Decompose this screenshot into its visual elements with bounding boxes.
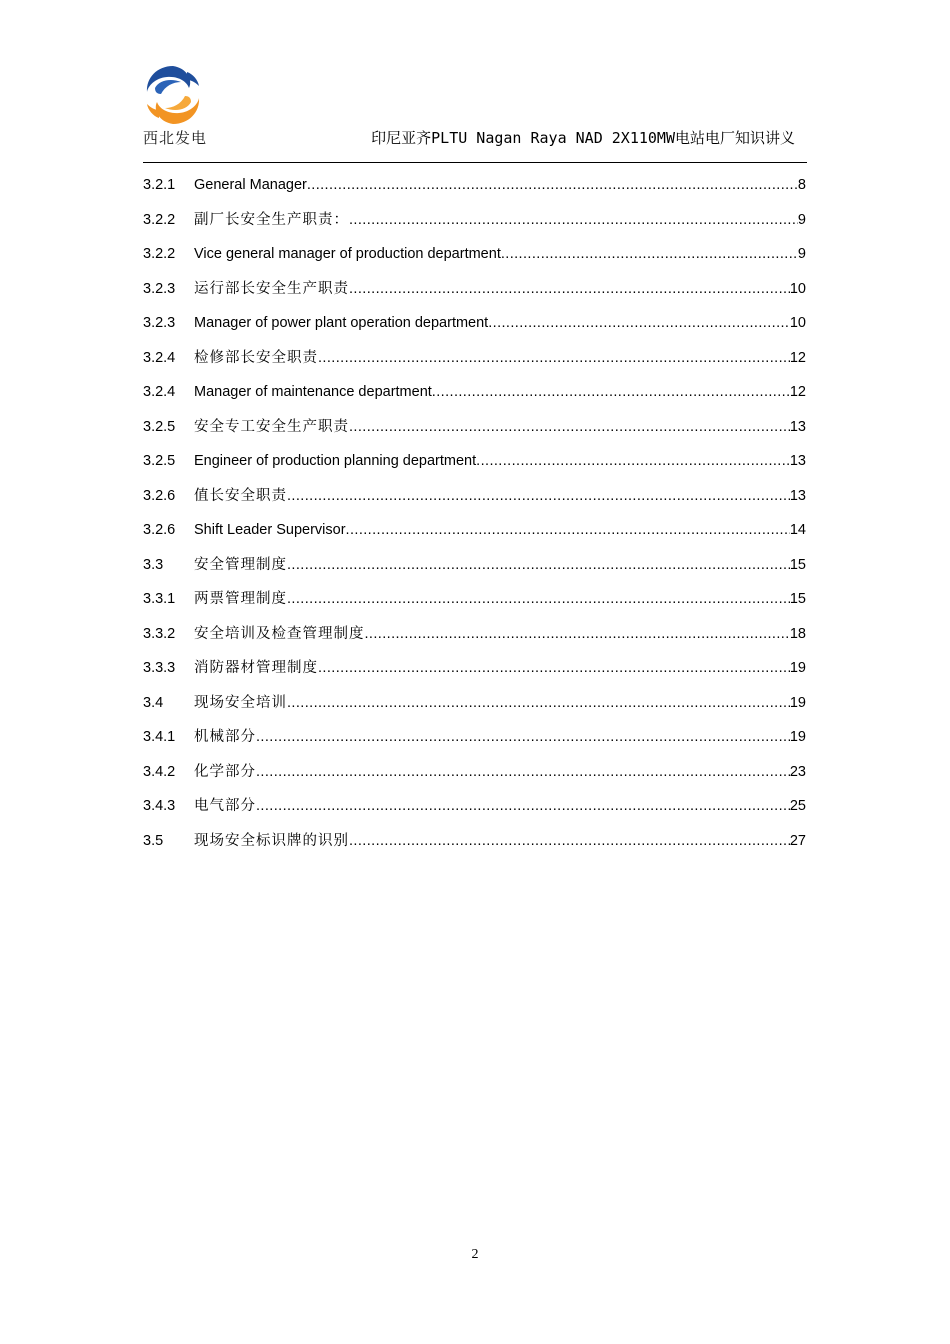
toc-entry-number: 3.3.2 xyxy=(143,625,176,642)
toc-entry-title: General Manager xyxy=(194,177,307,193)
toc-entry[interactable] xyxy=(143,375,806,410)
toc-entry-title: Engineer of production planning department xyxy=(194,453,477,469)
toc-entry[interactable] xyxy=(143,720,806,755)
toc-dot-leader xyxy=(476,444,790,479)
toc-entry-number: 3.2.2 xyxy=(143,246,176,262)
document-title: 印尼亚齐PLTU Nagan Raya NAD 2X110MW电站电厂知识讲义 xyxy=(371,129,795,147)
toc-entry-number: 3.2.3 xyxy=(143,315,176,331)
toc-entry[interactable] xyxy=(143,789,806,824)
toc-entry-title: 两票管理制度 xyxy=(194,591,287,607)
toc-entry[interactable] xyxy=(143,582,806,617)
toc-entry-page: 15 xyxy=(789,556,806,573)
toc-dot-leader xyxy=(346,513,790,548)
toc-entry-title: 现场安全标识牌的识别 xyxy=(194,832,349,849)
toc-entry-number: 3.4.1 xyxy=(143,729,176,745)
company-logo-icon xyxy=(143,64,203,126)
toc-entry[interactable] xyxy=(143,237,806,272)
toc-entry-page: 19 xyxy=(789,694,806,711)
toc-dot-leader xyxy=(256,789,790,824)
toc-entry-title: Manager of power plant operation department xyxy=(194,315,489,331)
toc-dot-leader xyxy=(318,341,790,376)
toc-dot-leader xyxy=(287,686,790,721)
toc-entry-title: 安全专工安全生产职责 xyxy=(194,418,349,435)
toc-entry-page: 25 xyxy=(789,798,806,814)
toc-entry[interactable] xyxy=(143,651,806,686)
toc-entry-number: 3.3.1 xyxy=(143,591,176,607)
toc-entry-page: 19 xyxy=(789,729,806,745)
toc-entry-number: 3.2.4 xyxy=(143,349,176,366)
toc-entry-title: 消防器材管理制度 xyxy=(194,660,318,676)
toc-entry[interactable] xyxy=(143,824,806,859)
toc-entry[interactable] xyxy=(143,479,806,514)
toc-entry-title: 安全管理制度 xyxy=(194,556,287,573)
toc-entry-title: 副厂长安全生产职责： xyxy=(194,211,349,228)
toc-entry-page: 27 xyxy=(789,832,806,849)
toc-entry-number: 3.2.6 xyxy=(143,522,176,538)
toc-entry[interactable] xyxy=(143,686,806,721)
toc-dot-leader xyxy=(318,651,790,686)
toc-entry-number: 3.3 xyxy=(143,556,164,573)
toc-entry[interactable] xyxy=(143,272,806,307)
toc-entry-page: 14 xyxy=(789,522,806,538)
toc-entry-page: 13 xyxy=(789,487,806,504)
toc-entry-number: 3.4 xyxy=(143,694,164,711)
toc-entry-title: 安全培训及检查管理制度 xyxy=(194,625,365,642)
toc-entry-page: 12 xyxy=(789,349,806,366)
toc-entry-title: Manager of maintenance department xyxy=(194,384,432,400)
toc-dot-leader xyxy=(365,617,790,652)
toc-entry-number: 3.2.5 xyxy=(143,418,176,435)
toc-entry-title: 运行部长安全生产职责 xyxy=(194,280,349,297)
toc-dot-leader xyxy=(287,479,790,514)
toc-entry-page: 9 xyxy=(797,246,806,262)
toc-entry[interactable] xyxy=(143,513,806,548)
toc-entry[interactable] xyxy=(143,755,806,790)
toc-entry[interactable] xyxy=(143,203,806,238)
toc-entry-number: 3.4.3 xyxy=(143,798,176,814)
toc-entry-page: 8 xyxy=(797,177,806,193)
toc-entry-page: 15 xyxy=(789,591,806,607)
toc-entry-number: 3.2.1 xyxy=(143,177,176,193)
toc-entry-title: 机械部分 xyxy=(194,729,256,745)
toc-entry[interactable] xyxy=(143,168,806,203)
toc-entry[interactable] xyxy=(143,548,806,583)
toc-entry-page: 18 xyxy=(789,625,806,642)
toc-dot-leader xyxy=(501,237,798,272)
toc-entry-number: 3.2.3 xyxy=(143,280,176,297)
toc-dot-leader xyxy=(307,168,798,203)
toc-entry[interactable] xyxy=(143,444,806,479)
toc-dot-leader xyxy=(488,306,790,341)
toc-entry-page: 13 xyxy=(789,418,806,435)
toc-entry-page: 10 xyxy=(789,280,806,297)
company-name: 西北发电 xyxy=(143,129,208,147)
toc-entry-title: 现场安全培训 xyxy=(194,694,287,711)
toc-entry-number: 3.2.2 xyxy=(143,211,176,228)
toc-entry-title: Shift Leader Supervisor xyxy=(194,522,346,538)
toc-entry-title: 值长安全职责 xyxy=(194,487,287,504)
toc-dot-leader xyxy=(256,755,790,790)
toc-dot-leader xyxy=(349,410,790,445)
page-header xyxy=(143,64,807,163)
toc-entry-number: 3.4.2 xyxy=(143,763,176,780)
toc-entry-number: 3.2.4 xyxy=(143,384,176,400)
toc-dot-leader xyxy=(349,203,798,238)
toc-entry[interactable] xyxy=(143,306,806,341)
toc-entry[interactable] xyxy=(143,341,806,376)
toc-dot-leader xyxy=(287,548,790,583)
toc-entry-page: 19 xyxy=(789,660,806,676)
toc-entry[interactable] xyxy=(143,617,806,652)
toc-entry-number: 3.5 xyxy=(143,832,164,849)
toc-entry-number: 3.2.6 xyxy=(143,487,176,504)
page-number: 2 xyxy=(471,1247,479,1262)
toc-entry-page: 12 xyxy=(789,384,806,400)
table-of-contents xyxy=(143,168,806,858)
toc-dot-leader xyxy=(287,582,790,617)
toc-entry-number: 3.3.3 xyxy=(143,660,176,676)
toc-entry-number: 3.2.5 xyxy=(143,453,176,469)
toc-entry[interactable] xyxy=(143,410,806,445)
toc-entry-title: 化学部分 xyxy=(194,763,256,780)
toc-dot-leader xyxy=(256,720,790,755)
toc-entry-page: 10 xyxy=(789,315,806,331)
toc-entry-title: 电气部分 xyxy=(194,798,256,814)
toc-entry-page: 9 xyxy=(797,211,806,228)
toc-entry-page: 13 xyxy=(789,453,806,469)
toc-entry-title: Vice general manager of production department xyxy=(194,246,501,262)
toc-dot-leader xyxy=(432,375,790,410)
toc-dot-leader xyxy=(349,272,790,307)
toc-dot-leader xyxy=(349,824,790,859)
toc-entry-title: 检修部长安全职责 xyxy=(194,349,318,366)
toc-entry-page: 23 xyxy=(789,763,806,780)
